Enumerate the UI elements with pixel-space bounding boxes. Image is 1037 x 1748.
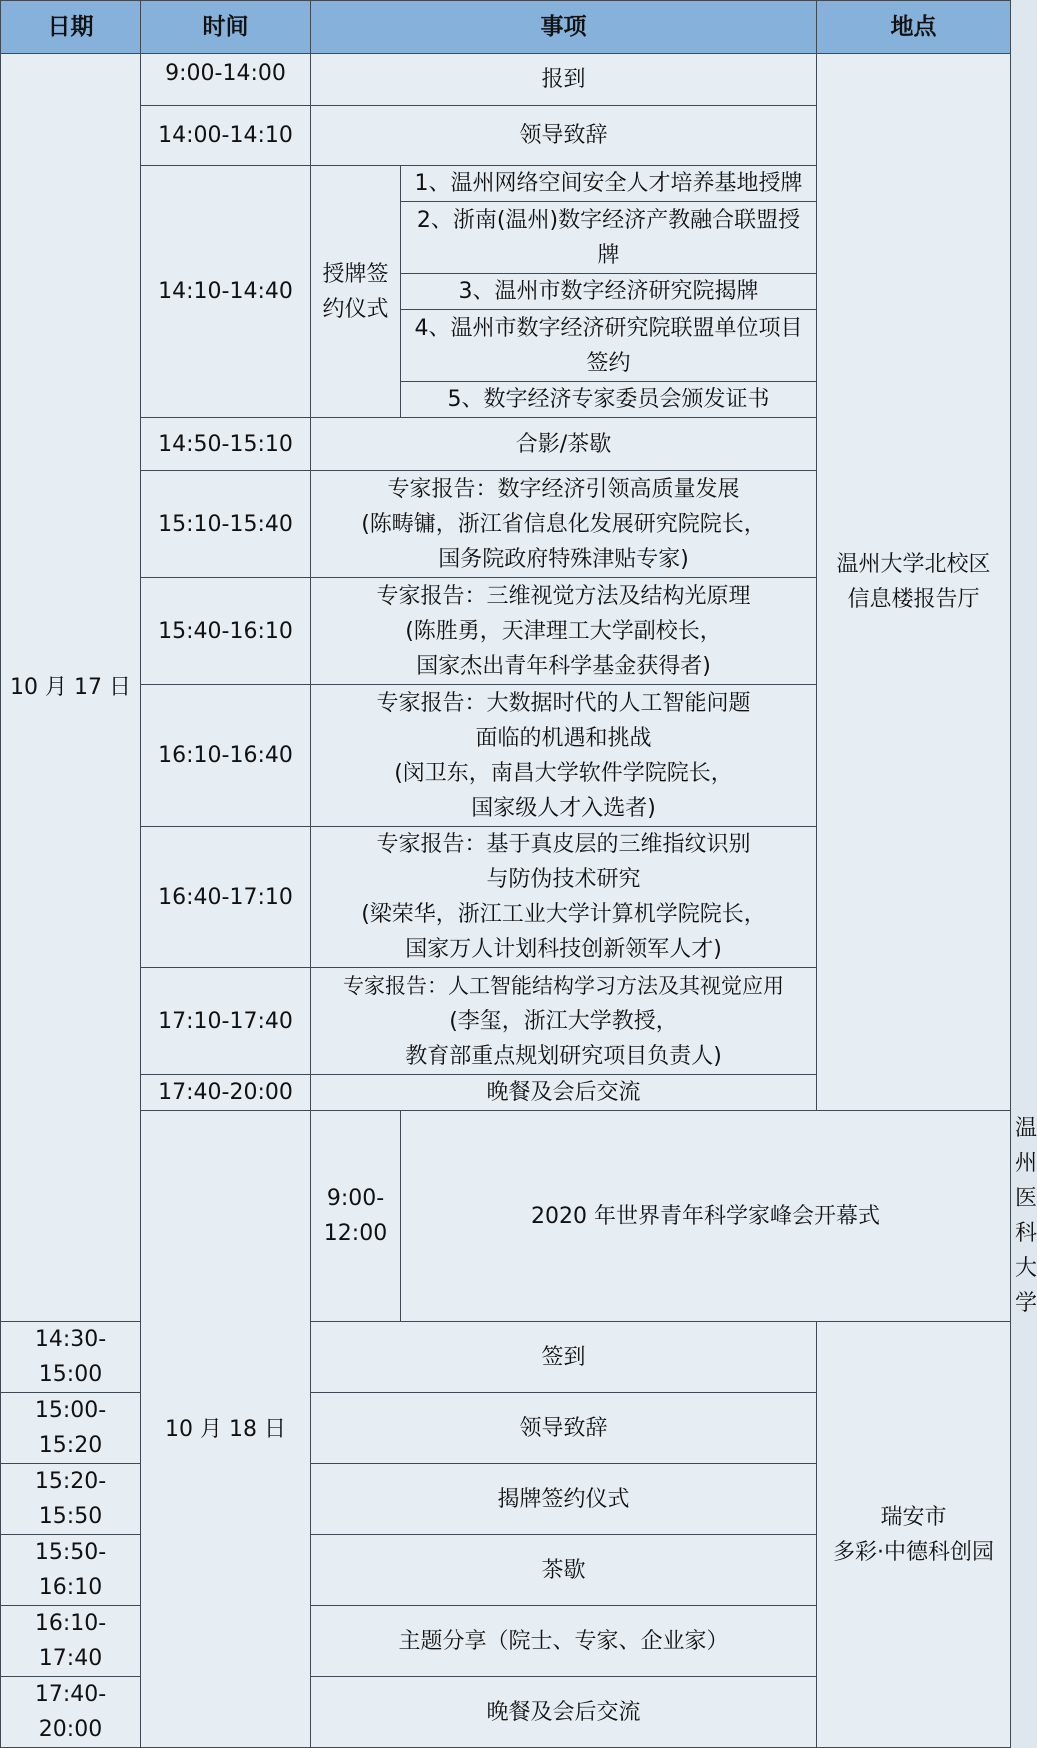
time-cell: 17:10-17:40 xyxy=(141,968,311,1075)
ceremony-label: 授牌签 约仪式 xyxy=(311,166,401,418)
time-cell: 14:00-14:10 xyxy=(141,106,311,166)
time-cell: 17:40-20:00 xyxy=(141,1075,311,1111)
sub-item: 5、数字经济专家委员会颁发证书 xyxy=(401,382,817,418)
sub-item: 4、温州市数字经济研究院联盟单位项目 签约 xyxy=(401,310,817,382)
item-cell: 专家报告：三维视觉方法及结构光原理 (陈胜勇，天津理工大学副校长， 国家杰出青年科学基金获得者) xyxy=(311,578,817,685)
item-cell: 2020 年世界青年科学家峰会开幕式 xyxy=(401,1111,1011,1322)
date-cell: 10 月 17 日 xyxy=(1,54,141,1322)
sub-item: 2、浙南(温州)数字经济产教融合联盟授 牌 xyxy=(401,202,817,274)
time-cell: 14:10-14:40 xyxy=(141,166,311,418)
time-cell: 9:00-12:00 xyxy=(311,1111,401,1322)
time-cell: 15:40-16:10 xyxy=(141,578,311,685)
item-cell: 合影/茶歇 xyxy=(311,418,817,471)
time-cell: 15:10-15:40 xyxy=(141,471,311,578)
time-cell: 15:00-15:20 xyxy=(1,1393,141,1464)
header-venue: 地点 xyxy=(817,1,1011,54)
header-row xyxy=(1,1,1011,54)
item-cell: 揭牌签约仪式 xyxy=(311,1464,817,1535)
header-date: 日期 xyxy=(1,1,141,54)
item-cell: 专家报告：数字经济引领高质量发展 (陈畴镛，浙江省信息化发展研究院院长， 国务院政府特殊津贴专家) xyxy=(311,471,817,578)
time-cell: 15:50-16:10 xyxy=(1,1535,141,1606)
header-item: 事项 xyxy=(311,1,817,54)
item-cell: 专家报告：大数据时代的人工智能问题 面临的机遇和挑战 (闵卫东，南昌大学软件学院院长， 国家级人才入选者) xyxy=(311,685,817,827)
item-cell: 签到 xyxy=(311,1322,817,1393)
item-cell: 晚餐及会后交流 xyxy=(311,1075,817,1111)
sub-item: 3、温州市数字经济研究院揭牌 xyxy=(401,274,817,310)
item-cell: 专家报告：基于真皮层的三维指纹识别 与防伪技术研究 (梁荣华，浙江工业大学计算机学院院长， 国家万人计划科技创新领军人才) xyxy=(311,827,817,968)
header-time: 时间 xyxy=(141,1,311,54)
item-cell: 主题分享（院士、专家、企业家） xyxy=(311,1606,817,1677)
item-cell: 领导致辞 xyxy=(311,1393,817,1464)
sub-item: 1、温州网络空间安全人才培养基地授牌 xyxy=(401,166,817,202)
table-row xyxy=(1,54,1011,106)
item-cell: 晚餐及会后交流 xyxy=(311,1677,817,1748)
item-cell: 领导致辞 xyxy=(311,106,817,166)
time-cell: 14:50-15:10 xyxy=(141,418,311,471)
time-cell: 14:30-15:00 xyxy=(1,1322,141,1393)
item-cell: 报到 xyxy=(311,54,817,106)
item-cell: 专家报告：人工智能结构学习方法及其视觉应用 (李玺，浙江大学教授， 教育部重点规划研究项目负责人) xyxy=(311,968,817,1075)
time-cell: 16:10-16:40 xyxy=(141,685,311,827)
venue-cell: 温州大学北校区 信息楼报告厅 xyxy=(817,54,1011,1111)
time-cell: 16:10-17:40 xyxy=(1,1606,141,1677)
item-cell: 茶歇 xyxy=(311,1535,817,1606)
venue-cell: 瑞安市 多彩·中德科创园 xyxy=(817,1322,1011,1748)
time-cell: 16:40-17:10 xyxy=(141,827,311,968)
date-cell: 10 月 18 日 xyxy=(141,1111,311,1748)
time-cell: 17:40-20:00 xyxy=(1,1677,141,1748)
time-cell: 15:20-15:50 xyxy=(1,1464,141,1535)
table-row: 10 月 18 日 9:00-12:00 2020 年世界青年科学家峰会开幕式 温州医科大学 xyxy=(1,1111,1011,1322)
time-cell: 9:00-14:00 xyxy=(141,54,311,106)
